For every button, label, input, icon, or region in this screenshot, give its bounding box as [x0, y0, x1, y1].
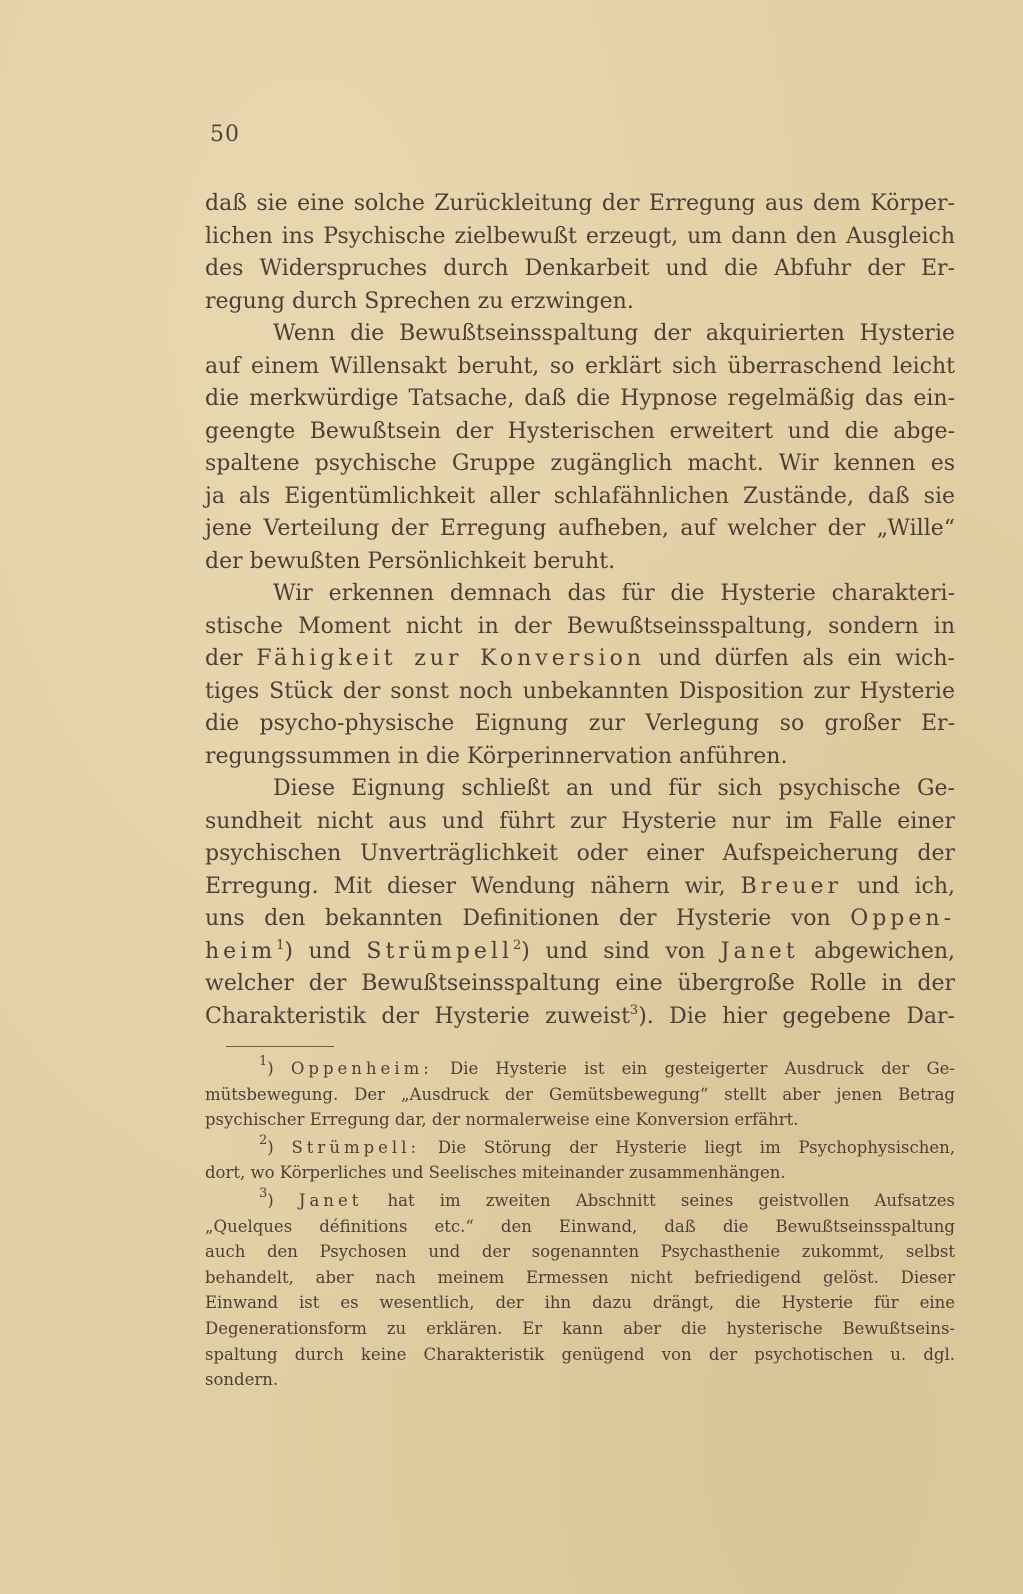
footnote-line: mütsbewegung. Der „Ausdruck der Gemütsbewegung“ stellt aber jenen Betrag [205, 1084, 955, 1104]
footnote-line: spaltung durch keine Charakteristik genügend von der psychotischen u. dgl. [205, 1344, 955, 1364]
text-line: regungssummen in die Körperinnervation anführen. [205, 743, 788, 769]
text-segment: Erregung. Mit dieser Wendung nähern wir, [205, 873, 726, 899]
footnote-marker: 1 [259, 1054, 268, 1069]
text-line: welcher der Bewußtseinsspaltung eine übergroße Rolle in der [205, 971, 955, 996]
text-segment: uns den bekannten Definitionen der Hysterie von [205, 906, 831, 931]
footnotes [205, 1056, 955, 1393]
text-segment: Charakteristik der Hysterie zuweist [205, 1003, 630, 1029]
footnote-author: Strümpell: [291, 1137, 421, 1157]
footnote-line: $^3$) Janet hat im zweiten Abschnitt seines geistvollen Aufsatzes [259, 1185, 955, 1210]
text-segment: und dürfen als ein wich- [658, 646, 955, 671]
text-line: lichen ins Psychische zielbewußt erzeugt, um dann den Ausgleich [205, 223, 955, 249]
text-line: ja als Eigentümlichkeit aller schlafähnlichen Zustände, daß sie [205, 483, 955, 509]
footnote-author: Janet [298, 1190, 363, 1210]
footnote-line: psychischer Erregung dar, der normalerweise eine Konversion erfährt. [205, 1110, 799, 1130]
text-segment: Die Hysterie ist ein gesteigerter Ausdruck der Ge- [449, 1059, 955, 1078]
author-name: heim [205, 938, 277, 964]
text-line [205, 903, 955, 936]
author-name: Breuer [740, 873, 843, 899]
footnote-line: dort, wo Körperliches und Seelisches miteinander zusammenhängen. [205, 1163, 786, 1183]
footnote-line: sondern. [205, 1370, 279, 1390]
text-line: die psycho-physische Eignung zur Verlegung so großer Er- [205, 711, 955, 736]
author-name: Janet [720, 938, 799, 964]
text-line: jene Verteilung der Erregung aufheben, auf welcher der „Wille“ [205, 516, 955, 541]
text-line [205, 936, 955, 969]
footnote-ref: 2 [513, 937, 522, 953]
text-line: tiges Stück der sonst noch unbekannten Disposition zur Hysterie [205, 678, 955, 704]
text-line [205, 871, 955, 904]
footnote-line: Einwand ist es wesentlich, der ihn dazu drängt, die Hysterie für eine [205, 1293, 955, 1313]
text-line [205, 1001, 955, 1034]
text-line: des Widerspruches durch Denkarbeit und die Abfuhr der Er- [205, 256, 955, 281]
text-line: der bewußten Persönlichkeit beruht. [205, 548, 616, 574]
footnote-ref: 3 [629, 1002, 639, 1018]
footnote-marker: 3 [259, 1185, 268, 1201]
emphasis-text: Fähigkeit zur Konversion [256, 646, 646, 671]
footnote-line: „Quelques définitions etc.“ den Einwand, daß die Bewußtseinsspaltung [205, 1216, 955, 1236]
text-line: sundheit nicht aus und führt zur Hysterie nur im Falle einer [205, 808, 955, 834]
footnote-line: $^2$) Strümpell: Die Störung der Hysterie liegt im Psychophysischen, [259, 1132, 955, 1157]
text-line: geengte Bewußtsein der Hysterischen erweitert und die abge- [205, 418, 955, 444]
text-segment: ) und sind von [521, 938, 706, 964]
footnote-line: behandelt, aber nach meinem Ermessen nicht befriedigend gelöst. Dieser [205, 1267, 955, 1287]
text-line [205, 643, 955, 676]
text-segment: hat im zweiten Abschnitt seines geistvollen Aufsatzes [387, 1190, 955, 1210]
footnote-author: Oppenheim: [290, 1059, 433, 1078]
text-line: Wenn die Bewußtseinsspaltung der akquirierten Hysterie [273, 321, 955, 346]
footnote-line: $^1$) Oppenheim: Die Hysterie ist ein gesteigerter Ausdruck der Ge- [259, 1054, 955, 1078]
text-segment: und ich, [857, 873, 956, 899]
text-line: stische Moment nicht in der Bewußtseinsspaltung, sondern in [205, 613, 955, 639]
text-line: auf einem Willensakt beruht, so erklärt sich überraschend leicht [205, 353, 955, 379]
text-segment: abgewichen, [814, 938, 956, 964]
text-segment: der [205, 646, 243, 671]
footnote-marker: 2 [259, 1132, 268, 1148]
main-text [205, 188, 955, 1033]
footnote-divider [226, 1046, 334, 1047]
text-line: regung durch Sprechen zu erzwingen. [205, 288, 634, 314]
text-line: die merkwürdige Tatsache, daß die Hypnose regelmäßig das ein- [205, 386, 955, 411]
author-name: Oppen- [850, 906, 956, 931]
text-line: daß sie eine solche Zurückleitung der Erregung aus dem Körper- [205, 191, 955, 216]
text-segment: Die Störung der Hysterie liegt im Psychophysischen, [437, 1137, 955, 1157]
page-number: 50 [210, 122, 240, 147]
footnote-line: Degenerationsform zu erklären. Er kann aber die hysterische Bewußtseins- [205, 1318, 955, 1338]
text-segment: ). Die hier gegebene Dar- [638, 1003, 955, 1029]
text-line: Wir erkennen demnach das für die Hysterie charakteri- [273, 581, 955, 606]
author-name: Strümpell [366, 938, 514, 964]
text-line: spaltene psychische Gruppe zugänglich macht. Wir kennen es [205, 451, 955, 476]
footnote-ref: 1 [276, 937, 285, 953]
footnote-line: auch den Psychosen und der sogenannten Psychasthenie zukommt, selbst [205, 1242, 955, 1262]
text-line: psychischen Unverträglichkeit oder einer Aufspeicherung der [205, 841, 955, 866]
text-segment: ) und [284, 938, 351, 964]
text-line: Diese Eignung schließt an und für sich psychische Ge- [273, 776, 955, 801]
